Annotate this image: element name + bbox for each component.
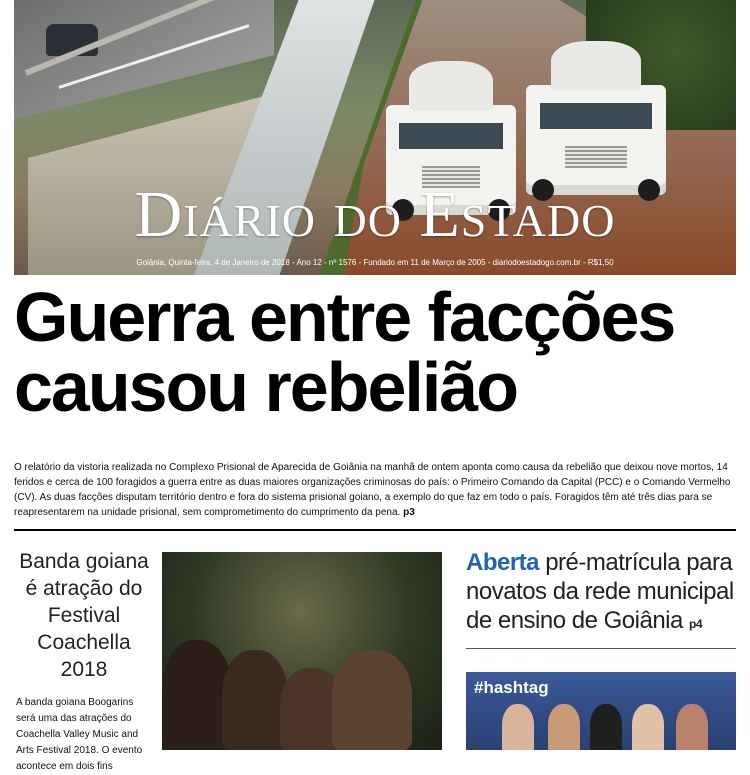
band-member (222, 650, 288, 750)
hashtag-person (632, 704, 664, 750)
cover-photo (14, 0, 736, 275)
right-column-divider (466, 648, 736, 649)
dateline: Goiânia, Quinta-feira, 4 de Janeiro de 2018 - Ano 12 - nº 1576 - Fundado em 11 de Março de 2005 - diariodoestadogo.com.br - R$1,50 (136, 258, 614, 267)
band-story (14, 548, 154, 775)
band-story-title: Banda goiana é atração do Festival Coachella 2018 (19, 550, 149, 681)
headline-line-1: Guerra entre facções (14, 278, 675, 356)
main-headline (14, 278, 736, 426)
section-divider (14, 529, 736, 531)
hashtag-label: #hashtag (474, 678, 549, 697)
lead-text: O relatório da vistoria realizada no Complexo Prisional de Aparecida de Goiânia na manhã de ontem aponta como causa da rebelião que deixou nove mortos, 14 feridos e cerca de 100 foragidos a guerra entre as duas maiores organizações criminosas do país: o Primeiro Comando da Capital (PCC) e o Comando Vermelho (CV). As duas facções disputam território dentro e fora do sistema prisional goiano, a exemplo do que faz em todo o país. Foragidos têm até três dias para se reapresentarem na unidade prisional, sem comprometimento do cumprimento da pena. (14, 462, 731, 518)
band-member (332, 650, 412, 750)
hashtag-person (676, 704, 708, 750)
headline-line-2: causou rebelião (14, 348, 517, 426)
hashtag-person (502, 704, 534, 750)
enrollment-accent: Aberta (466, 549, 540, 576)
hashtag-section (466, 672, 736, 750)
hashtag-person (548, 704, 580, 750)
enrollment-page-ref: p4 (689, 617, 703, 631)
enrollment-story-title (466, 548, 736, 639)
lead-paragraph (14, 460, 736, 520)
lead-page-ref: p3 (403, 507, 415, 518)
hashtag-person (590, 704, 622, 750)
enrollment-title-text: pré-matrícula para novatos da rede municipal de ensino de Goiânia (466, 549, 734, 634)
enrollment-story (466, 548, 736, 639)
band-story-body: A banda goiana Boogarins será uma das atrações do Coachella Valley Music and Arts Festival 2018. O evento acontece em dois fins (16, 697, 143, 772)
band-photo (162, 552, 442, 750)
masthead-title: Diário do Estado (134, 178, 616, 251)
